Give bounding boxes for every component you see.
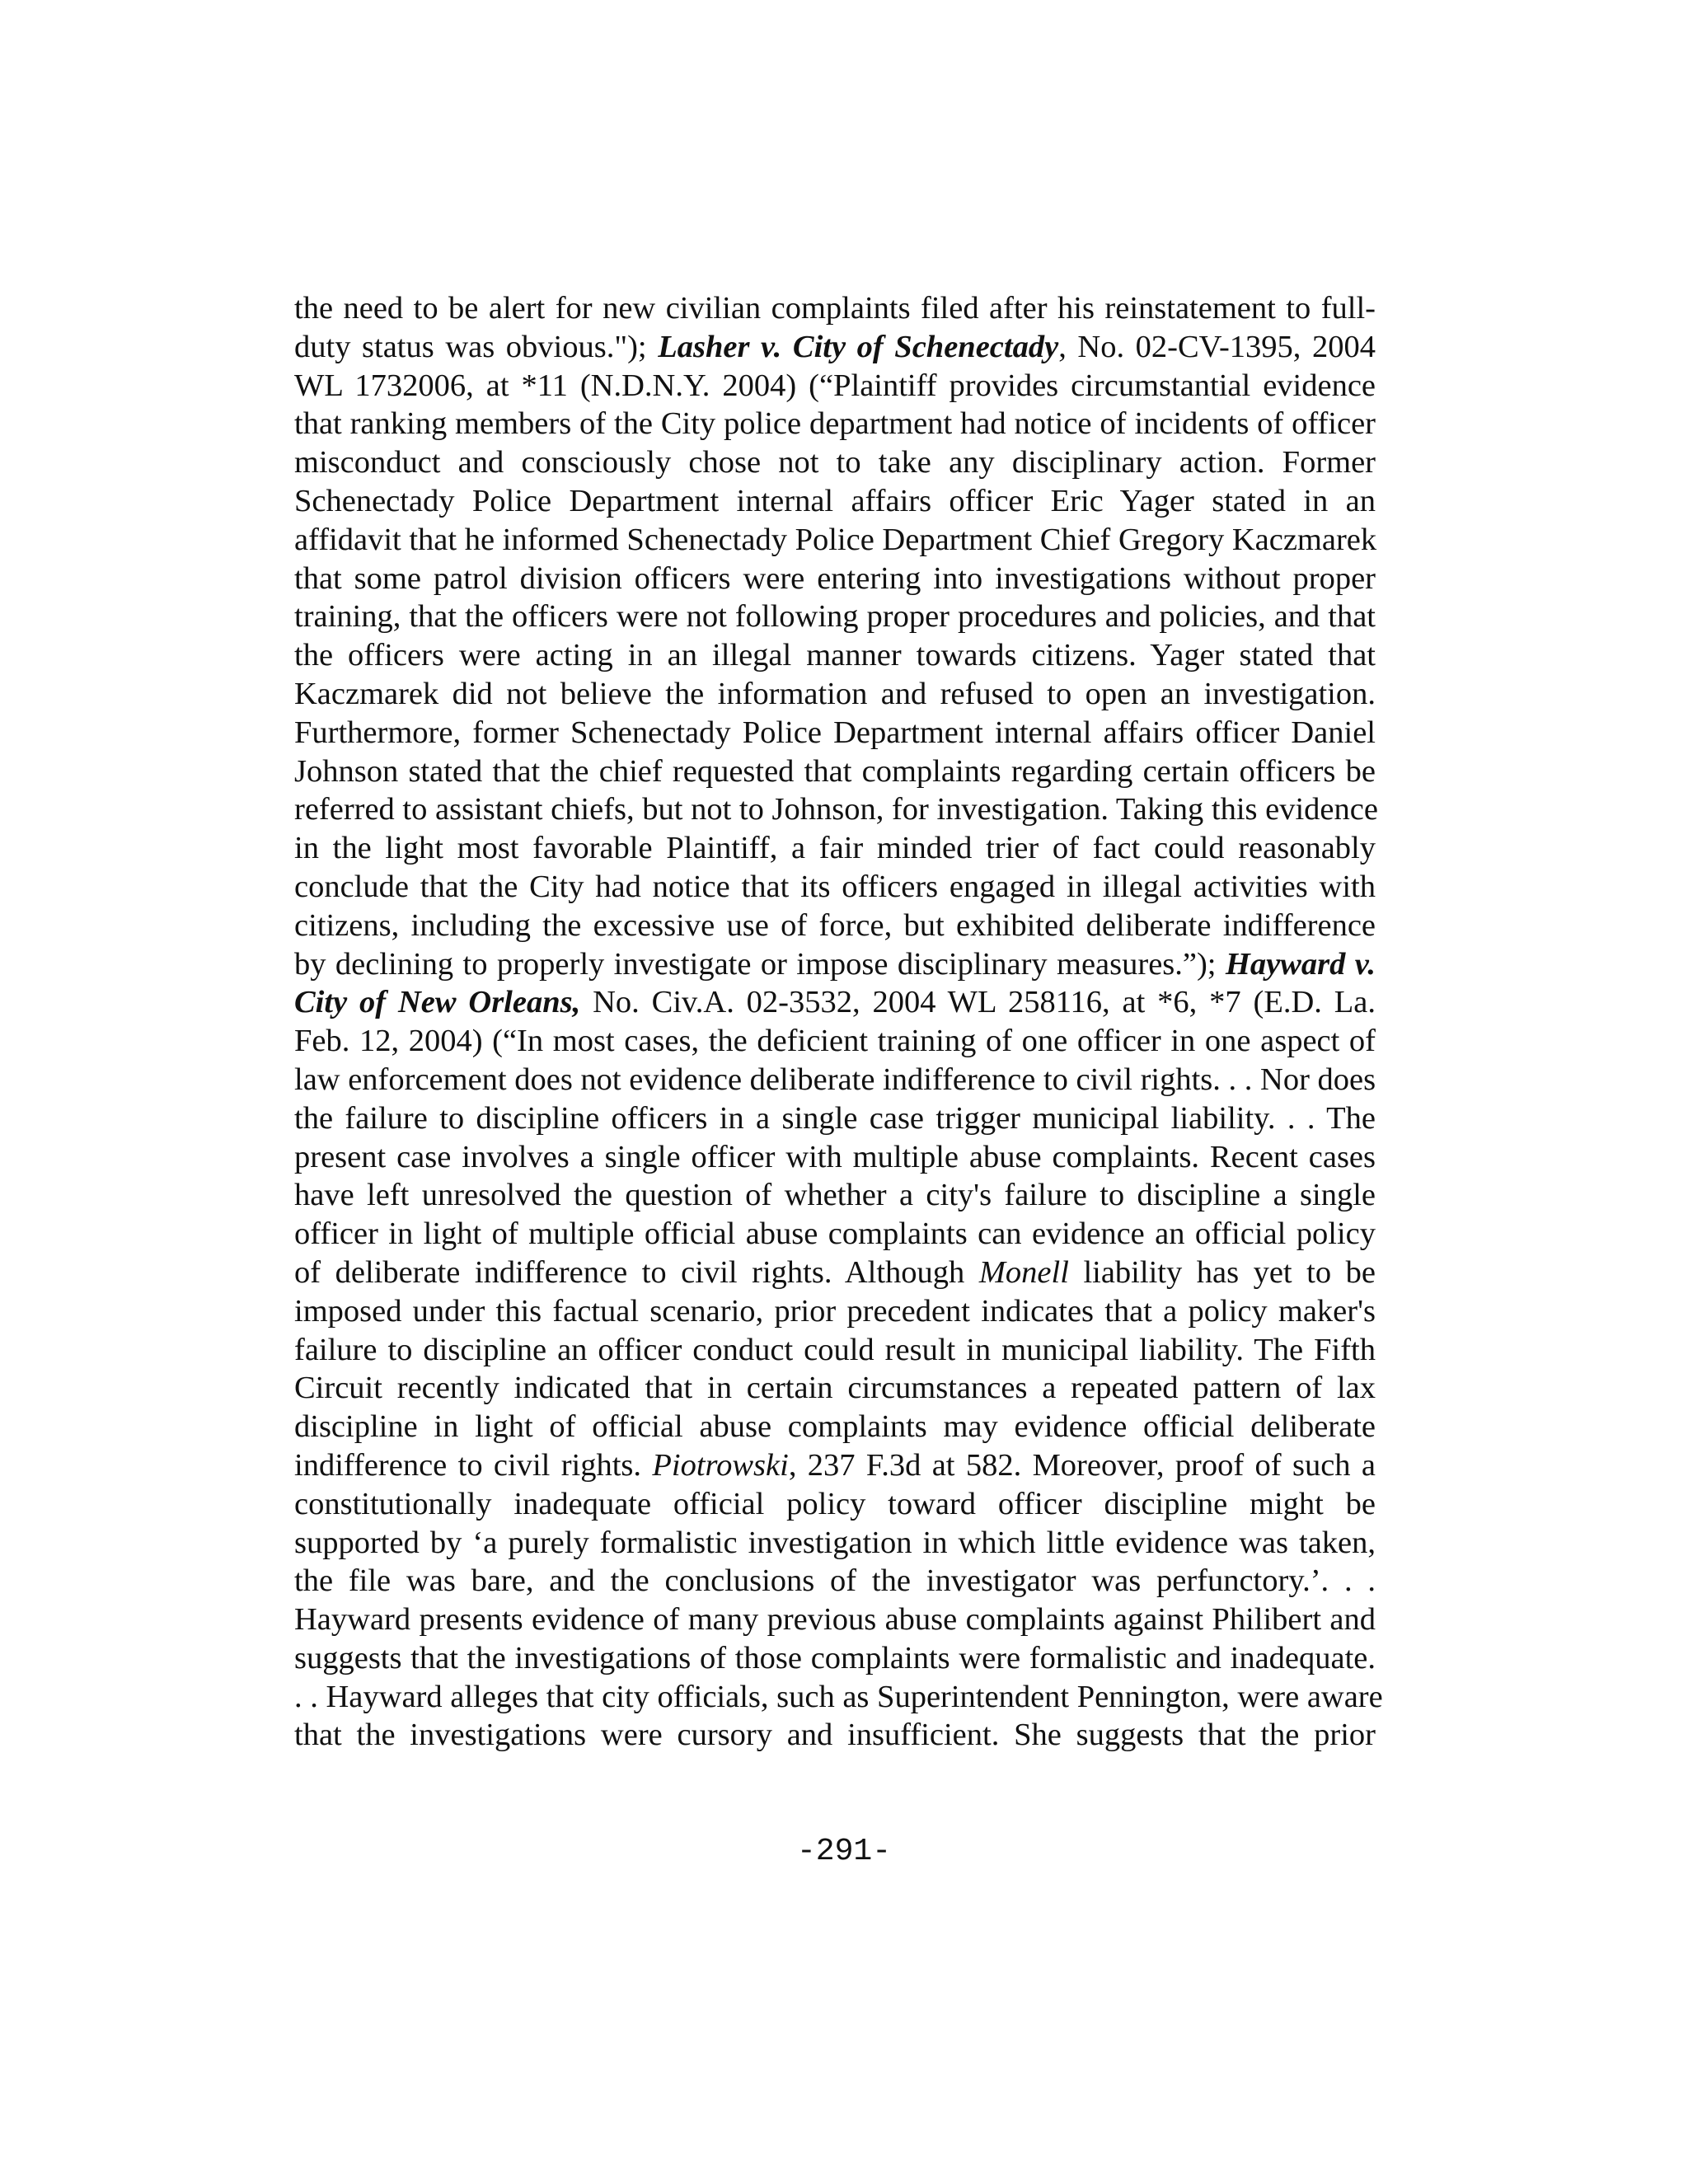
text-line [294,1138,1376,1177]
case-citation: Lasher v. City of Schenectady [658,329,1059,364]
text-segment: Circuit recently indicated that in certain circumstances a repeated pattern of lax [294,1371,1376,1406]
text-segment: present case involves a single officer with multiple abuse complaints. Recent cases [294,1139,1376,1174]
text-segment: No. Civ.A. 02-3532, 2004 WL 258116, at *6, *7 (E.D. La. [580,985,1376,1020]
text-line [294,1022,1376,1061]
text-segment: WL 1732006, at *11 (N.D.N.Y. 2004) (“Plaintiff provides circumstantial evidence [294,368,1376,403]
text-segment: Johnson stated that the chief requested that complaints regarding certain officers be [294,753,1376,789]
text-segment: constitutionally inadequate official policy toward officer discipline might be [294,1486,1376,1521]
text-segment: by declining to properly investigate or impose disciplinary measures.”); [294,946,1226,982]
text-segment: Furthermore, former Schenectady Police Department internal affairs officer Daniel [294,715,1376,750]
text-segment: that the investigations were cursory and insufficient. She suggests that the prior [294,1718,1376,1753]
text-segment: Schenectady Police Department internal affairs officer Eric Yager stated in an [294,483,1376,518]
text-segment: in the light most favorable Plaintiff, a fair minded trier of fact could reasonably [294,831,1376,866]
text-segment: that ranking members of the City police department had notice of incidents of officer [294,406,1376,442]
text-line [294,675,1376,714]
text-segment: Kaczmarek did not believe the information and refused to open an investigation. [294,676,1376,711]
text-segment: affidavit that he informed Schenectady Police Department Chief Gregory Kaczmarek [294,522,1377,557]
text-line [294,983,1376,1022]
text-segment: the file was bare, and the conclusions of the investigator was perfunctory.’. . . [294,1563,1376,1599]
text-line [294,1716,1376,1755]
text-line [294,829,1376,868]
text-line [294,1562,1376,1601]
text-line [294,1215,1376,1254]
text-line [294,714,1376,752]
text-segment: , 237 F.3d at 582. Moreover, proof of such a [788,1447,1376,1483]
text-segment: have left unresolved the question of whether a city's failure to discipline a single [294,1178,1376,1213]
text-line [294,1331,1376,1370]
text-line [294,1099,1376,1138]
italic-text: Piotrowski [652,1447,789,1483]
text-segment: the failure to discipline officers in a single case trigger municipal liability. . . The [294,1100,1376,1136]
text-line [294,1254,1376,1292]
text-segment: . . Hayward alleges that city officials, such as Superintendent Pennington, were aware [294,1679,1383,1714]
text-line [294,598,1376,636]
text-segment: citizens, including the excessive use of force, but exhibited deliberate indifference [294,907,1376,943]
italic-text: Monell [978,1254,1069,1290]
text-segment: of deliberate indifference to civil rights. Although [294,1254,979,1290]
text-segment: law enforcement does not evidence deliberate indifference to civil rights. . . Nor does [294,1062,1376,1097]
text-line [294,482,1376,521]
text-segment: supported by ‘a purely formalistic investigation in which little evidence was taken, [294,1525,1376,1560]
text-segment: failure to discipline an officer conduct could result in municipal liability. The Fifth [294,1332,1376,1367]
text-segment: Feb. 12, 2004) (“In most cases, the deficient training of one officer in one aspect of [294,1024,1376,1059]
text-line [294,405,1376,443]
text-segment: officer in light of multiple official abuse complaints can evidence an official policy [294,1216,1376,1252]
text-line [294,1601,1376,1639]
text-line [294,752,1376,791]
text-line [294,1524,1376,1563]
text-line [294,1678,1383,1717]
text-line [294,521,1376,560]
text-line [294,1408,1376,1446]
text-line [294,1061,1376,1099]
text-segment: liability has yet to be [1068,1254,1376,1290]
text-segment: duty status was obvious."); [294,329,659,364]
text-line [294,868,1376,907]
text-segment: referred to assistant chiefs, but not to Johnson, for investigation. Taking this evidence [294,792,1378,827]
text-segment: training, that the officers were not following proper procedures and policies, and that [294,599,1376,635]
text-line [294,1292,1376,1331]
text-line [294,1639,1376,1678]
text-segment: the need to be alert for new civilian complaints filed after his reinstatement to full- [294,291,1376,326]
text-segment: misconduct and consciously chose not to take any disciplinary action. Former [294,445,1376,480]
text-line [294,443,1376,482]
text-segment: conclude that the City had notice that its officers engaged in illegal activities with [294,869,1376,904]
case-citation: City of New Orleans, [294,985,581,1020]
case-citation: Hayward v. [1225,946,1376,982]
text-line [294,1446,1376,1485]
page-number: -291- [796,1834,892,1869]
text-line [294,1176,1376,1215]
text-line [294,560,1376,598]
text-segment: the officers were acting in an illegal manner towards citizens. Yager stated that [294,638,1376,673]
text-line [294,907,1376,945]
text-segment: Hayward presents evidence of many previous abuse complaints against Philibert and [294,1602,1376,1638]
text-line [294,328,1376,367]
text-segment: suggests that the investigations of those complaints were formalistic and inadequate. [294,1640,1376,1675]
text-line [294,636,1376,675]
text-line [294,1485,1376,1524]
text-segment: discipline in light of official abuse complaints may evidence official deliberate [294,1409,1376,1445]
text-line [294,790,1376,829]
body-text [294,289,1383,1755]
text-line [294,1369,1376,1408]
text-segment: indifference to civil rights. [294,1447,653,1483]
text-segment: imposed under this factual scenario, prior precedent indicates that a policy maker's [294,1293,1376,1329]
text-line [294,945,1376,984]
text-segment: that some patrol division officers were entering into investigations without proper [294,560,1376,596]
text-line [294,367,1376,405]
text-line [294,289,1376,328]
text-segment: , No. 02-CV-1395, 2004 [1058,329,1376,364]
